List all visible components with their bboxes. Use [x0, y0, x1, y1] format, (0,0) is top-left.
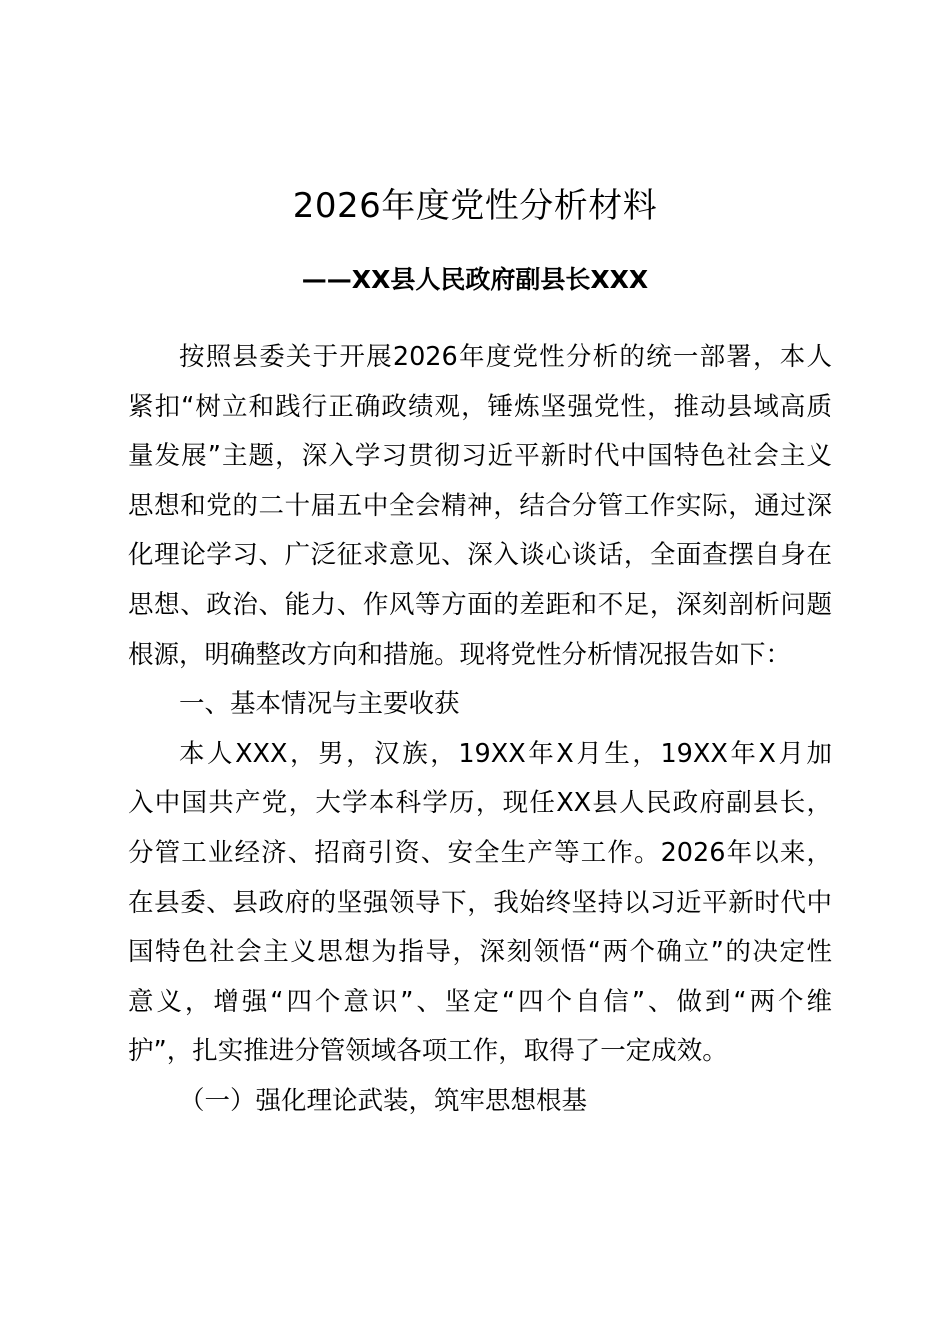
document-subtitle: ——XX县人民政府副县长XXX — [301, 265, 649, 294]
paragraph-line: 思想和党的二十届五中全会精神，结合分管工作实际，通过深 — [128, 490, 832, 521]
paragraph-line: 紧扣“树立和践行正确政绩观，锤炼坚强党性，推动县域高质 — [128, 391, 832, 422]
paragraph-line: 根源，明确整改方向和措施。现将党性分析情况报告如下： — [128, 639, 792, 670]
section-heading — [128, 680, 832, 730]
paragraph-line: 在县委、县政府的坚强领导下，我始终坚持以习近平新时代中 — [128, 887, 832, 918]
paragraph-line: 按照县委关于开展2026年度党性分析的统一部署，本人 — [179, 342, 832, 372]
paragraph-line: 国特色社会主义思想为指导，深刻领悟“两个确立”的决定性 — [128, 937, 832, 968]
basic-info-paragraph — [128, 730, 832, 1077]
paragraph-line: 分管工业经济、招商引资、安全生产等工作。2026年以来， — [128, 837, 832, 868]
paragraph-line: 入中国共产党，大学本科学历，现任XX县人民政府副县长， — [128, 788, 832, 819]
paragraph-line: 护”，扎实推进分管领域各项工作，取得了一定成效。 — [128, 1036, 728, 1067]
subsection-heading-line: （一）强化理论武装，筑牢思想根基 — [179, 1085, 588, 1116]
section-heading-line: 一、基本情况与主要收获 — [179, 689, 460, 720]
paragraph-line: 思想、政治、能力、作风等方面的差距和不足，深刻剖析问题 — [128, 589, 832, 620]
paragraph-line: 量发展”主题，深入学习贯彻习近平新时代中国特色社会主义 — [128, 441, 832, 472]
paragraph-line: 本人XXX，男，汉族，19XX年X月生，19XX年X月加 — [179, 738, 832, 769]
subsection-heading — [128, 1077, 832, 1127]
paragraph-line: 意义，增强“四个意识”、坚定“四个自信”、做到“两个维 — [128, 986, 832, 1017]
paragraph-line: 化理论学习、广泛征求意见、深入谈心谈话，全面查摆自身在 — [128, 540, 832, 571]
document-body — [128, 333, 832, 1127]
intro-paragraph — [128, 333, 832, 680]
document-title: 2026年度党性分析材料 — [292, 186, 658, 226]
